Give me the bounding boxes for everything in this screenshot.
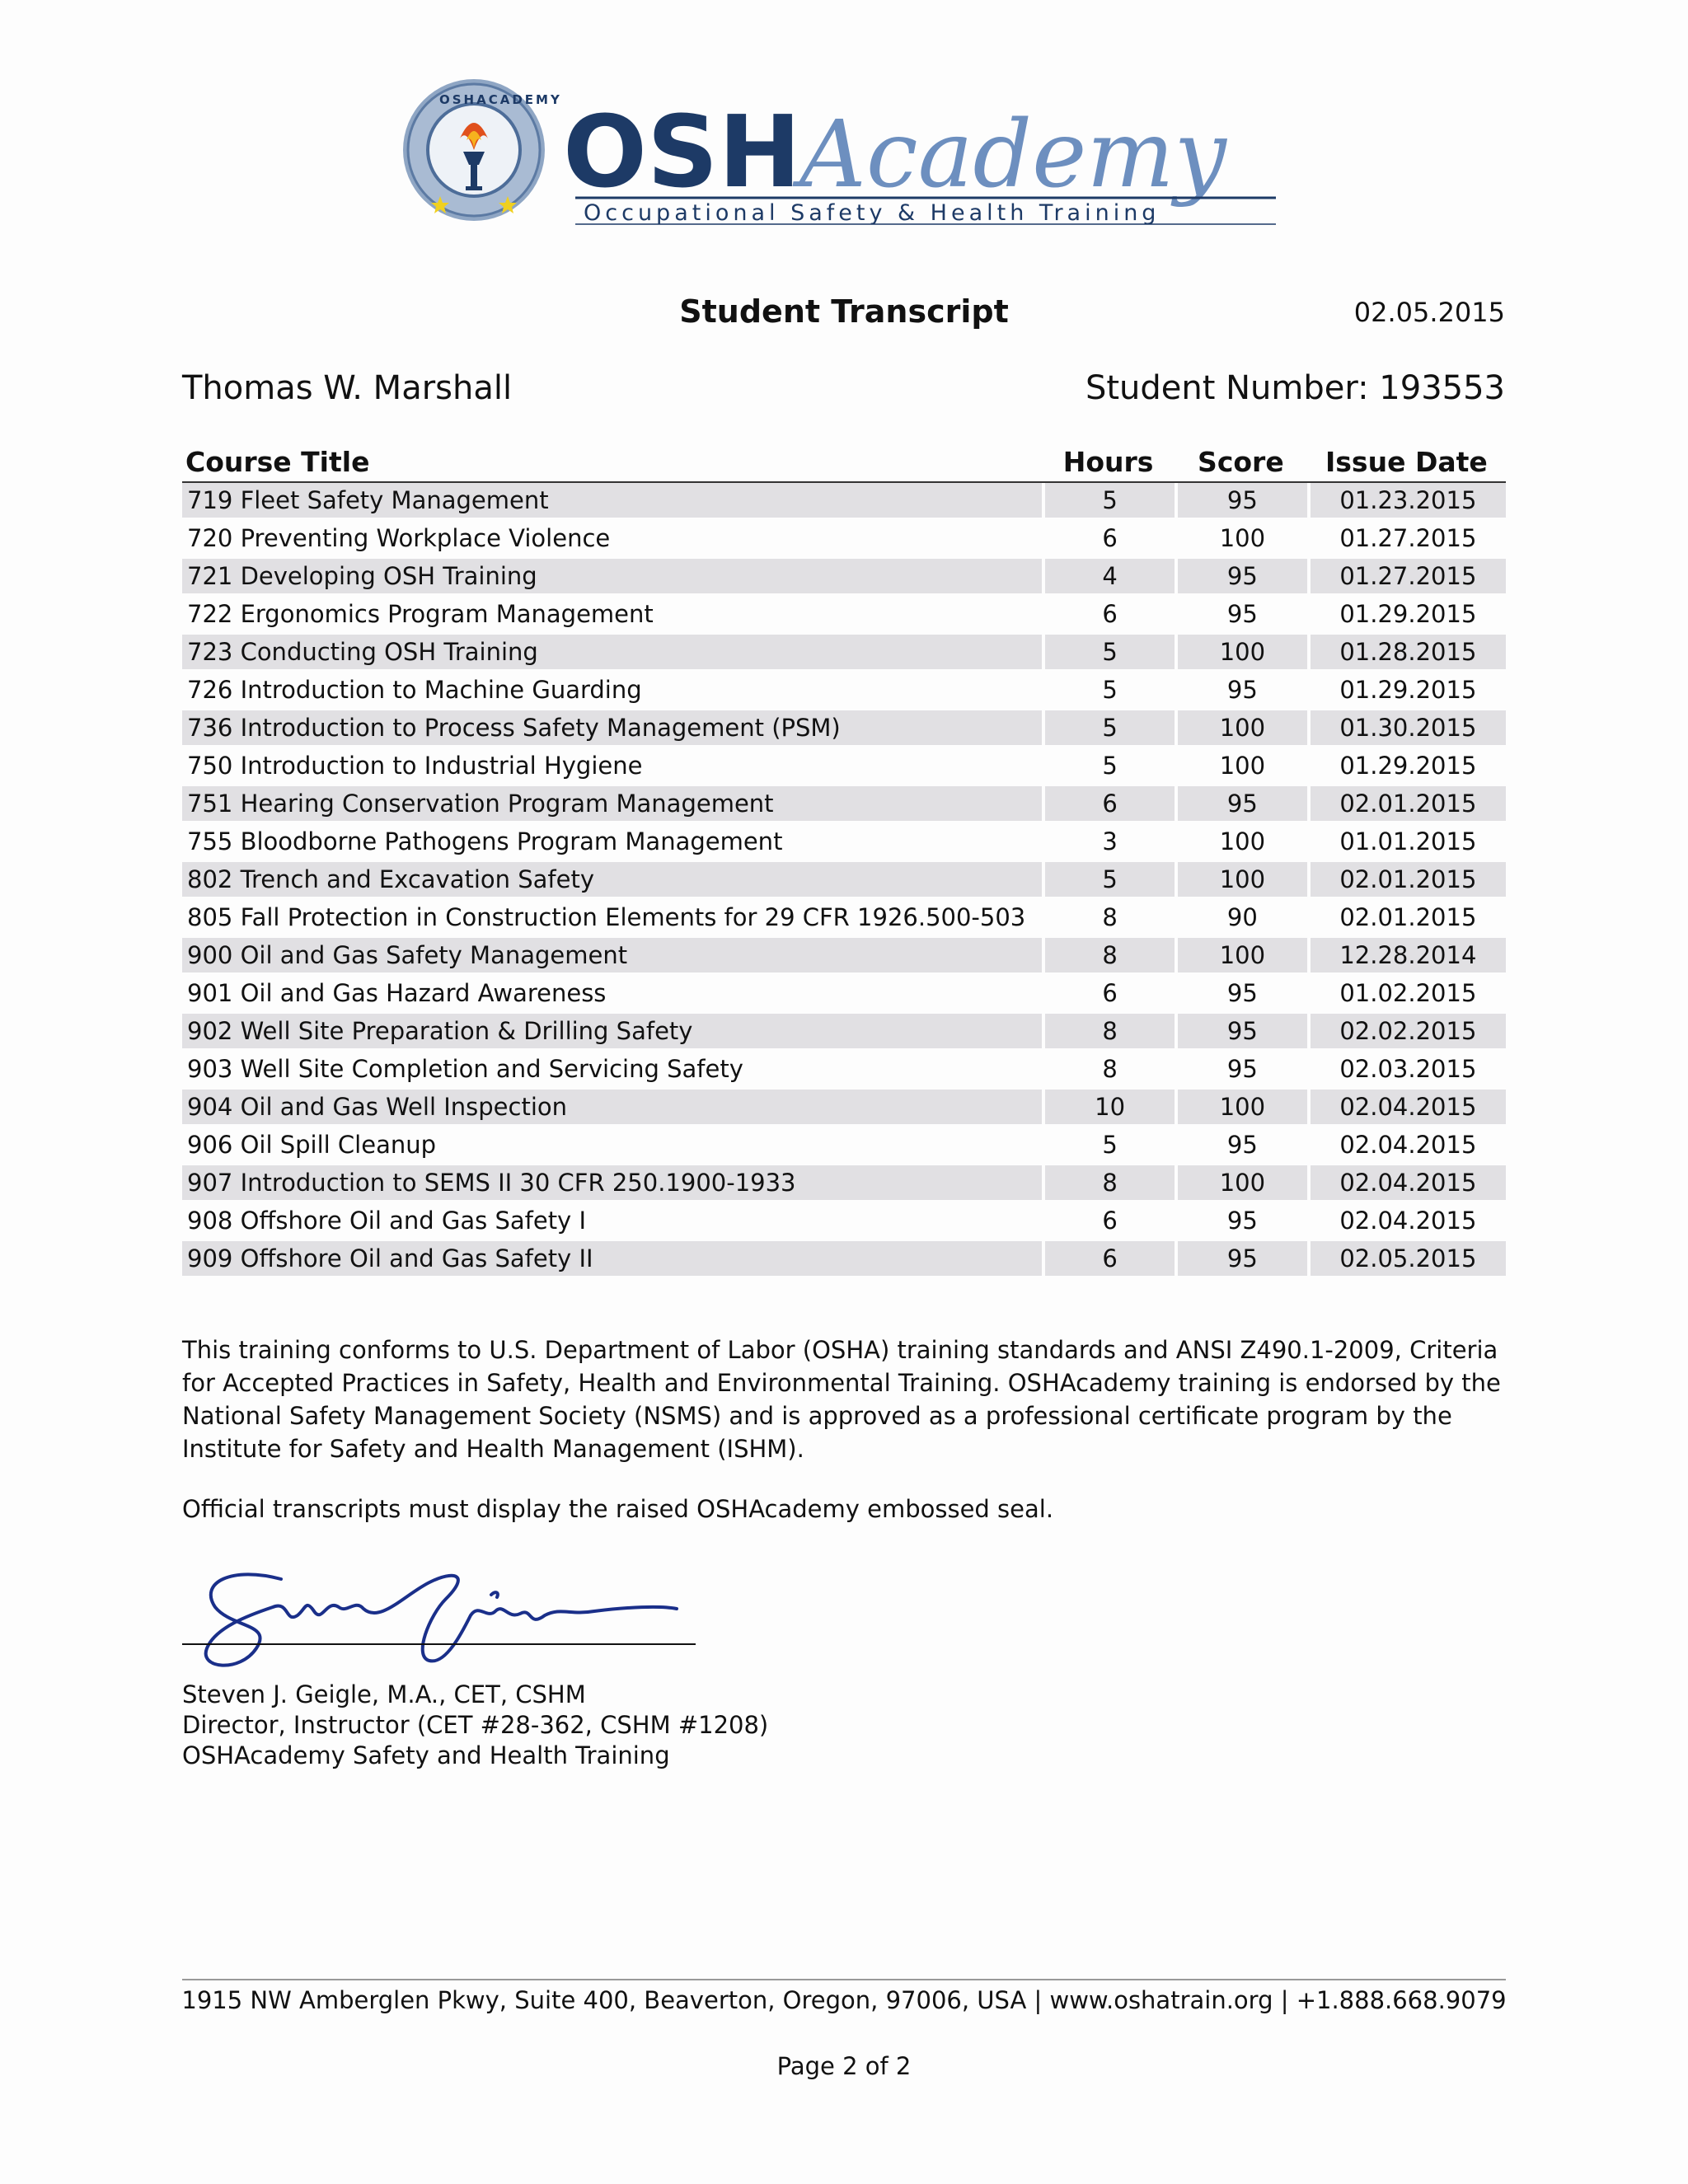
director-signature — [182, 1549, 701, 1681]
issue-date-cell: 02.04.2015 — [1307, 1127, 1506, 1165]
issue-date-cell: 01.27.2015 — [1307, 559, 1506, 597]
issue-date-cell: 02.02.2015 — [1307, 1014, 1506, 1052]
transcript-date: 02.05.2015 — [1353, 297, 1505, 328]
score-cell: 100 — [1175, 710, 1307, 748]
hours-cell: 3 — [1042, 824, 1175, 862]
hours-cell: 8 — [1042, 1165, 1175, 1203]
hours-cell: 6 — [1042, 1203, 1175, 1241]
course-title-cell: 720 Preventing Workplace Violence — [182, 521, 1042, 559]
hours-cell: 6 — [1042, 976, 1175, 1014]
column-header-hours: Hours — [1042, 440, 1175, 483]
score-cell: 100 — [1175, 521, 1307, 559]
score-cell: 100 — [1175, 635, 1307, 673]
hours-cell: 6 — [1042, 786, 1175, 824]
course-title-cell: 751 Hearing Conservation Program Management — [182, 786, 1042, 824]
course-title-cell: 726 Introduction to Machine Guarding — [182, 673, 1042, 710]
issue-date-cell: 02.04.2015 — [1307, 1090, 1506, 1127]
issue-date-cell: 02.05.2015 — [1307, 1241, 1506, 1279]
logo-wordmark-osh: OSH — [563, 96, 801, 210]
hours-cell: 4 — [1042, 559, 1175, 597]
course-title-cell: 755 Bloodborne Pathogens Program Management — [182, 824, 1042, 862]
column-header-issue-date: Issue Date — [1307, 440, 1506, 483]
osha-academy-logo — [402, 74, 1292, 231]
issue-date-cell: 01.02.2015 — [1307, 976, 1506, 1014]
course-title-cell: 900 Oil and Gas Safety Management — [182, 938, 1042, 976]
issue-date-cell: 02.01.2015 — [1307, 786, 1506, 824]
page-title: Student Transcript — [679, 293, 1009, 330]
hours-cell: 8 — [1042, 900, 1175, 938]
course-title-cell: 906 Oil Spill Cleanup — [182, 1127, 1042, 1165]
table-row — [182, 1165, 1506, 1203]
hours-cell: 5 — [1042, 1127, 1175, 1165]
table-row — [182, 635, 1506, 673]
score-cell: 95 — [1175, 976, 1307, 1014]
course-title-cell: 903 Well Site Completion and Servicing Safety — [182, 1052, 1042, 1090]
hours-cell: 5 — [1042, 673, 1175, 710]
issue-date-cell: 02.03.2015 — [1307, 1052, 1506, 1090]
course-title-cell: 901 Oil and Gas Hazard Awareness — [182, 976, 1042, 1014]
footer-divider — [182, 1979, 1506, 1980]
issue-date-cell: 02.01.2015 — [1307, 862, 1506, 900]
course-title-cell: 908 Offshore Oil and Gas Safety I — [182, 1203, 1042, 1241]
table-row — [182, 673, 1506, 710]
issue-date-cell: 02.04.2015 — [1307, 1203, 1506, 1241]
score-cell: 100 — [1175, 748, 1307, 786]
course-table — [182, 440, 1506, 1279]
table-row — [182, 938, 1506, 976]
course-title-cell: 721 Developing OSH Training — [182, 559, 1042, 597]
course-title-cell: 802 Trench and Excavation Safety — [182, 862, 1042, 900]
course-title-cell: 722 Ergonomics Program Management — [182, 597, 1042, 635]
hours-cell: 5 — [1042, 635, 1175, 673]
hours-cell: 5 — [1042, 483, 1175, 521]
course-title-cell: 736 Introduction to Process Safety Management (PSM) — [182, 710, 1042, 748]
score-cell: 100 — [1175, 1165, 1307, 1203]
hours-cell: 8 — [1042, 938, 1175, 976]
table-row — [182, 976, 1506, 1014]
hours-cell: 5 — [1042, 748, 1175, 786]
course-title-cell: 723 Conducting OSH Training — [182, 635, 1042, 673]
table-row — [182, 900, 1506, 938]
score-cell: 95 — [1175, 1052, 1307, 1090]
seal-note: Official transcripts must display the raised OSHAcademy embossed seal. — [182, 1495, 1054, 1523]
signature-line — [182, 1643, 696, 1645]
score-cell: 95 — [1175, 1127, 1307, 1165]
course-title-cell: 719 Fleet Safety Management — [182, 483, 1042, 521]
footer-address: 1915 NW Amberglen Pkwy, Suite 400, Beaverton, Oregon, 97006, USA | www.oshatrain.org | +1.888.668.9079 — [181, 1986, 1507, 2014]
issue-date-cell: 01.28.2015 — [1307, 635, 1506, 673]
column-header-course-title: Course Title — [182, 440, 1042, 483]
signer-name: Steven J. Geigle, M.A., CET, CSHM — [182, 1680, 586, 1708]
score-cell: 95 — [1175, 786, 1307, 824]
signer-organization: OSHAcademy Safety and Health Training — [182, 1741, 670, 1769]
issue-date-cell: 01.29.2015 — [1307, 673, 1506, 710]
table-row — [182, 862, 1506, 900]
issue-date-cell: 01.23.2015 — [1307, 483, 1506, 521]
issue-date-cell: 02.04.2015 — [1307, 1165, 1506, 1203]
course-title-cell: 907 Introduction to SEMS II 30 CFR 250.1900-1933 — [182, 1165, 1042, 1203]
hours-cell: 6 — [1042, 597, 1175, 635]
logo-tagline: Occupational Safety & Health Training — [584, 200, 1160, 226]
table-row — [182, 483, 1506, 521]
course-title-cell: 750 Introduction to Industrial Hygiene — [182, 748, 1042, 786]
issue-date-cell: 01.27.2015 — [1307, 521, 1506, 559]
table-row — [182, 824, 1506, 862]
score-cell: 100 — [1175, 1090, 1307, 1127]
score-cell: 95 — [1175, 673, 1307, 710]
score-cell: 95 — [1175, 1203, 1307, 1241]
issue-date-cell: 01.30.2015 — [1307, 710, 1506, 748]
score-cell: 100 — [1175, 862, 1307, 900]
course-title-cell: 902 Well Site Preparation & Drilling Safety — [182, 1014, 1042, 1052]
signer-role: Director, Instructor (CET #28-362, CSHM #1208) — [182, 1711, 769, 1739]
hours-cell: 8 — [1042, 1014, 1175, 1052]
issue-date-cell: 01.29.2015 — [1307, 597, 1506, 635]
score-cell: 100 — [1175, 938, 1307, 976]
accreditation-statement: This training conforms to U.S. Department of Labor (OSHA) training standards and ANSI Z490.1-2009, Criteria for Accepted Practices in Safety, Health and Environmental Training. OSHAcademy training is endorsed by the National Safety Management Society (NSMS) and is approved as a professional certificate program by the Institute for Safety and Health Management (ISHM). — [182, 1336, 1501, 1463]
seal-ring-text: OSHACADEMY — [439, 92, 562, 107]
course-table-body — [182, 483, 1506, 1279]
hours-cell: 5 — [1042, 862, 1175, 900]
course-title-cell: 904 Oil and Gas Well Inspection — [182, 1090, 1042, 1127]
table-row — [182, 1127, 1506, 1165]
score-cell: 95 — [1175, 483, 1307, 521]
column-header-score: Score — [1175, 440, 1307, 483]
table-row — [182, 710, 1506, 748]
student-number: Student Number: 193553 — [1085, 369, 1505, 407]
course-title-cell: 805 Fall Protection in Construction Elements for 29 CFR 1926.500-503 — [182, 900, 1042, 938]
table-row — [182, 521, 1506, 559]
issue-date-cell: 12.28.2014 — [1307, 938, 1506, 976]
issue-date-cell: 01.01.2015 — [1307, 824, 1506, 862]
table-row — [182, 1090, 1506, 1127]
hours-cell: 6 — [1042, 1241, 1175, 1279]
table-row — [182, 1052, 1506, 1090]
table-row — [182, 559, 1506, 597]
score-cell: 90 — [1175, 900, 1307, 938]
table-row — [182, 1241, 1506, 1279]
score-cell: 95 — [1175, 559, 1307, 597]
score-cell: 95 — [1175, 1241, 1307, 1279]
hours-cell: 8 — [1042, 1052, 1175, 1090]
student-name: Thomas W. Marshall — [182, 369, 513, 407]
logo-wordmark-academy: Academy — [799, 101, 1226, 209]
hours-cell: 6 — [1042, 521, 1175, 559]
table-header-row — [182, 440, 1506, 483]
issue-date-cell: 02.01.2015 — [1307, 900, 1506, 938]
hours-cell: 5 — [1042, 710, 1175, 748]
table-row — [182, 597, 1506, 635]
hours-cell: 10 — [1042, 1090, 1175, 1127]
table-row — [182, 1014, 1506, 1052]
signer-block — [182, 1680, 768, 1771]
issue-date-cell: 01.29.2015 — [1307, 748, 1506, 786]
score-cell: 100 — [1175, 824, 1307, 862]
table-row — [182, 1203, 1506, 1241]
table-row — [182, 786, 1506, 824]
score-cell: 95 — [1175, 1014, 1307, 1052]
course-title-cell: 909 Offshore Oil and Gas Safety II — [182, 1241, 1042, 1279]
table-row — [182, 748, 1506, 786]
score-cell: 95 — [1175, 597, 1307, 635]
page-number: Page 2 of 2 — [776, 2052, 912, 2080]
